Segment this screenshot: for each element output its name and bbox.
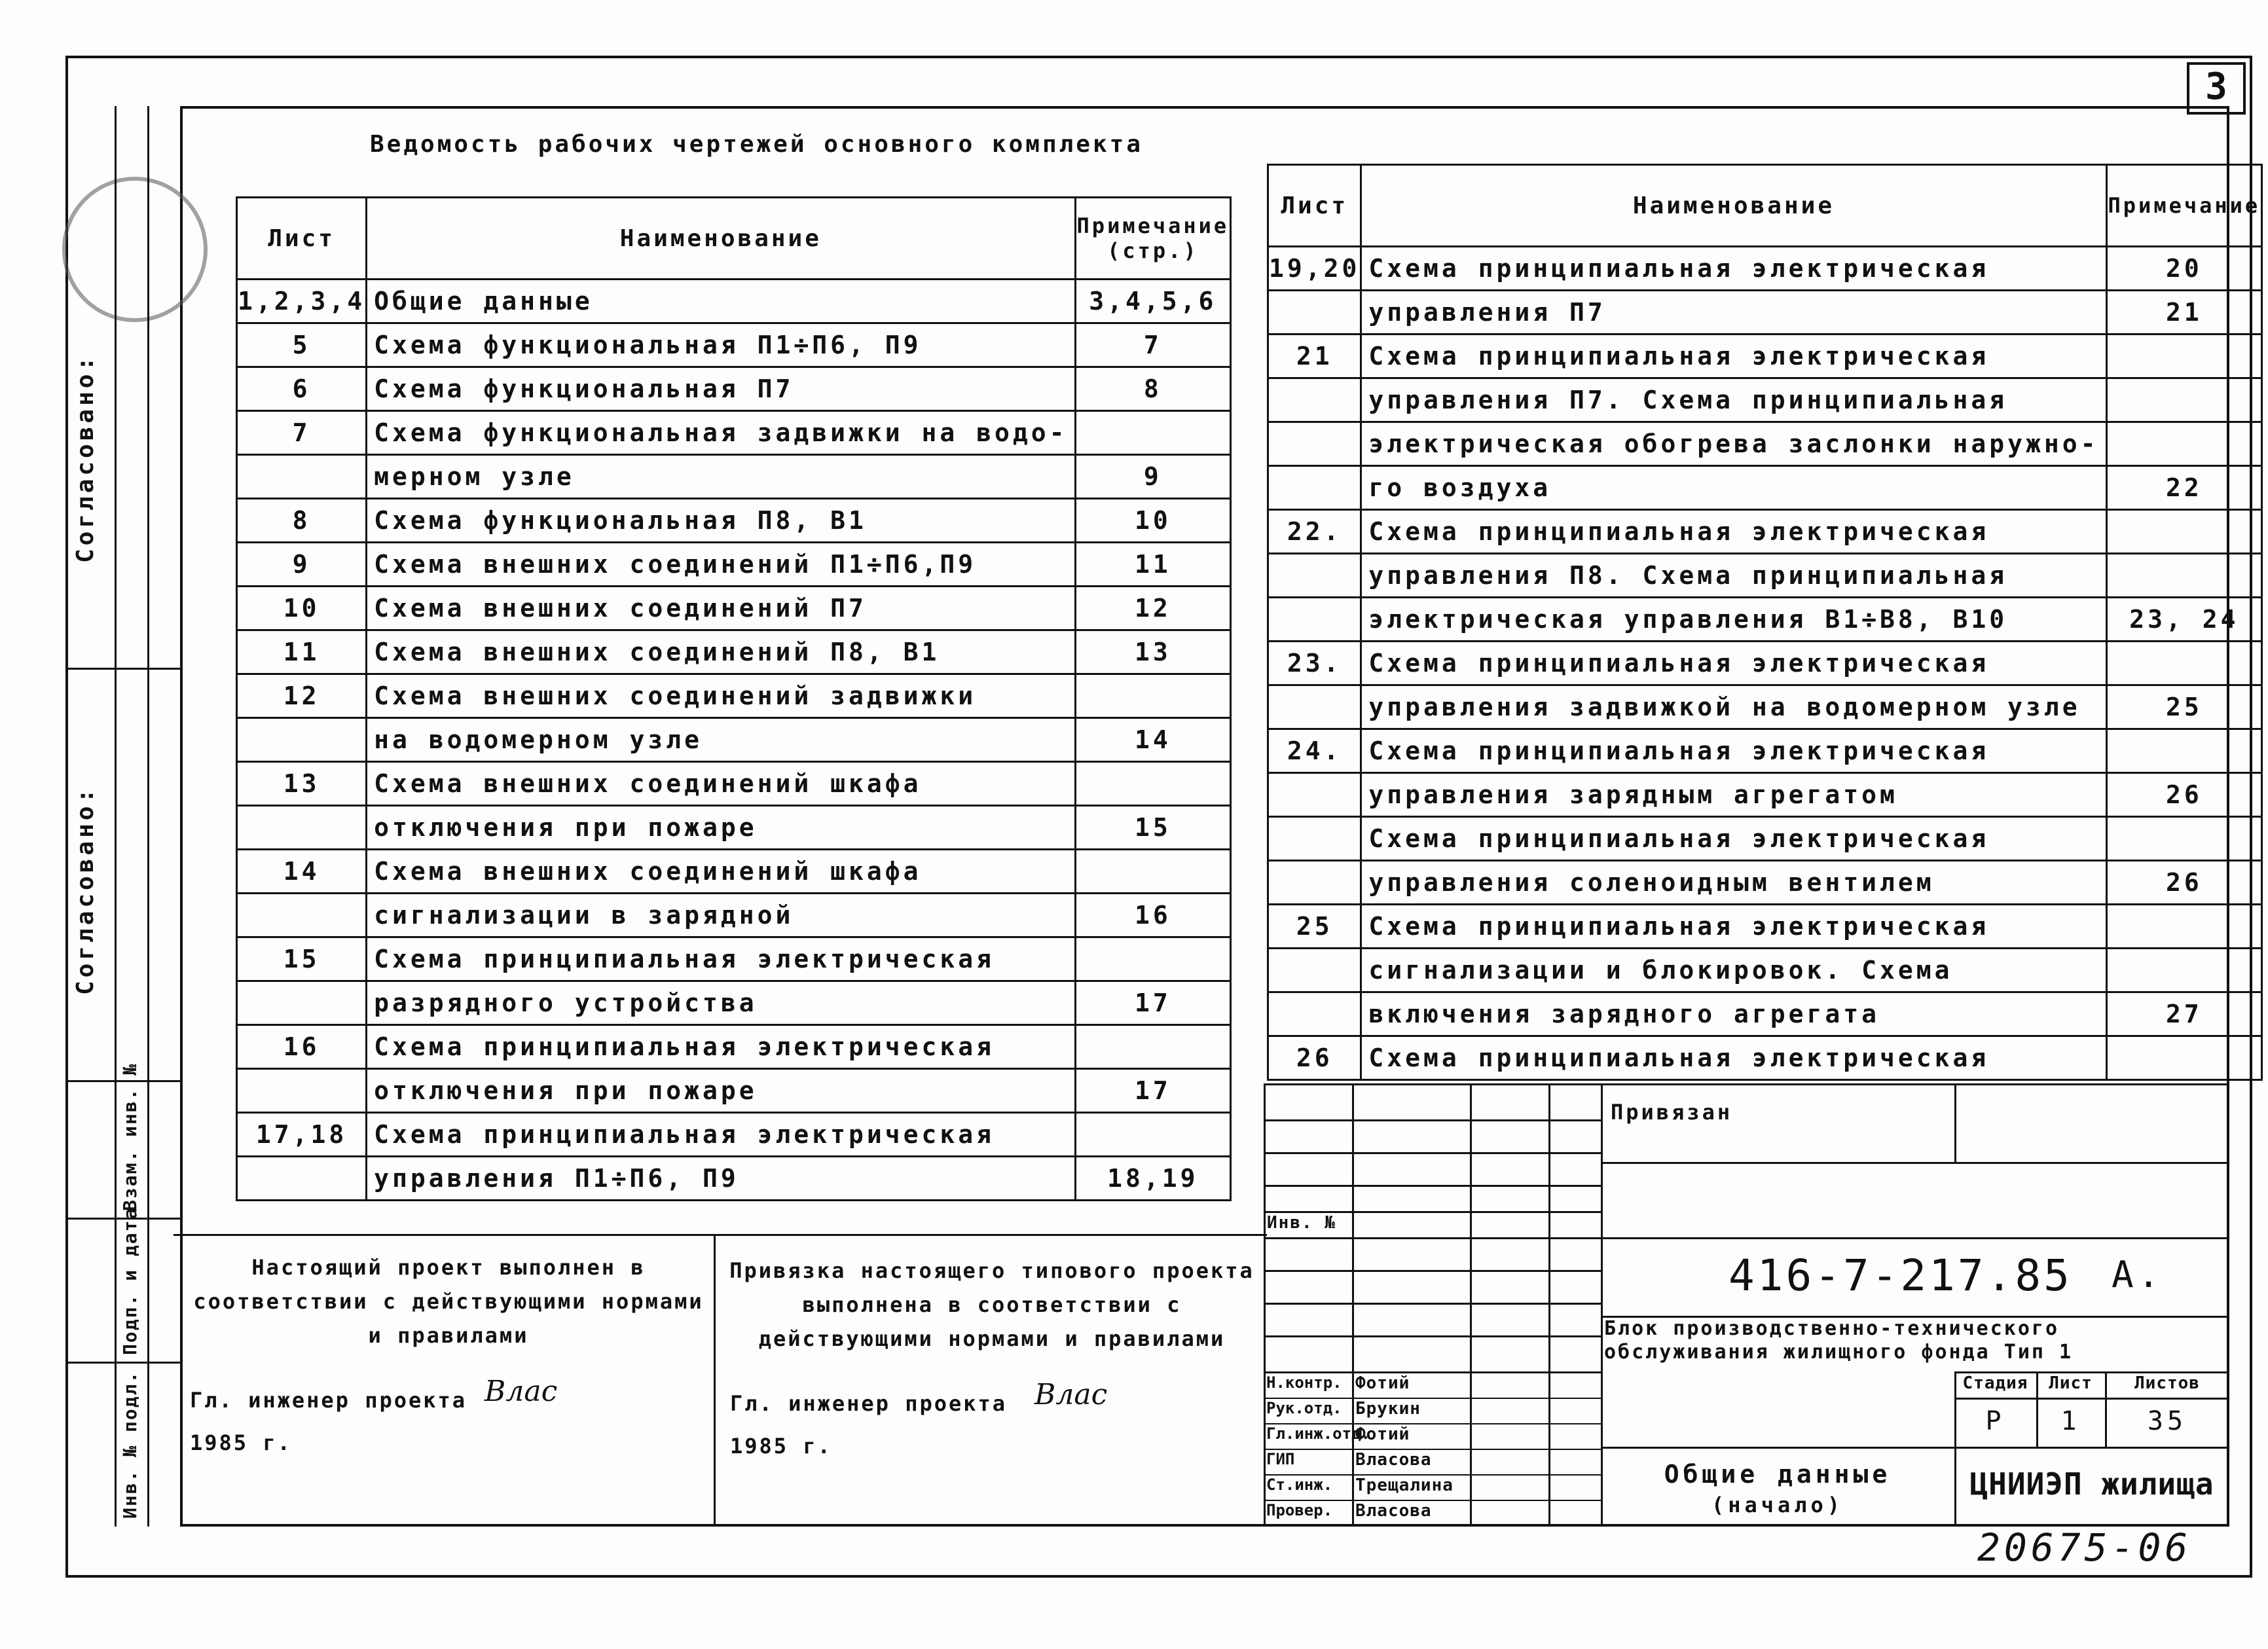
sheet-value: 1 (2060, 1406, 2081, 1436)
row-sheet-cell: 21 (1268, 335, 1361, 378)
tb-line (1954, 1083, 1956, 1162)
row-name-cell: Схема внешних соединений шкафа (367, 762, 1075, 806)
row-name-cell: на водомерном узле (367, 718, 1075, 762)
col-header-note: Примечание (стр.) (1075, 198, 1231, 280)
row-sheet-cell: 1,2,3,4 (237, 280, 367, 323)
tb-line (1954, 1398, 2229, 1400)
row-sheet-cell: 11 (237, 630, 367, 674)
row-note-cell: 7 (1075, 323, 1231, 367)
row-name-cell: отключения при пожаре (367, 806, 1075, 850)
table-row (237, 455, 1231, 499)
role-label: ГИП (1266, 1450, 1295, 1468)
table-row (1268, 773, 2262, 817)
row-name-cell: управления П7. Схема принципиальная (1361, 378, 2106, 422)
organization: ЦНИИЭП жилища (1969, 1466, 2214, 1502)
row-note-cell: 18,19 (1075, 1157, 1231, 1201)
table-row (237, 543, 1231, 587)
table-row (1268, 1036, 2262, 1080)
row-name-cell: управления П1÷П6, П9 (367, 1157, 1075, 1201)
sign-date-label: Подп. и дата (119, 1206, 141, 1355)
row-note-cell (1075, 762, 1231, 806)
signature-right: Влас (1034, 1378, 1108, 1411)
row-name-cell: управления зарядным агрегатом (1361, 773, 2106, 817)
margin-divider (65, 1362, 180, 1364)
row-sheet-cell: 16 (237, 1025, 367, 1069)
row-sheet-cell: 25 (1268, 905, 1361, 949)
role-label: Ст.инж. (1266, 1476, 1333, 1494)
row-note-cell: 13 (1075, 630, 1231, 674)
table-row (1268, 291, 2262, 335)
left-sheet-table (236, 196, 1232, 1201)
row-note-cell: 17 (1075, 981, 1231, 1025)
notes-divider (714, 1234, 716, 1527)
margin-line (147, 106, 149, 1527)
stage-value: Р (1985, 1406, 2005, 1436)
row-name-cell: электрическая управления В1÷В8, В10 (1361, 598, 2106, 642)
project-code: 416-7-217.85 (1728, 1250, 2072, 1301)
row-note-cell: 22 (2106, 466, 2262, 510)
table-row (237, 499, 1231, 543)
sheet-number: 3 (2205, 65, 2227, 108)
album-letter: А. (2112, 1254, 2164, 1296)
row-name-cell: Схема принципиальная электрическая (1361, 510, 2106, 554)
row-name-cell: Схема функциональная П7 (367, 367, 1075, 411)
bound-label: Привязан (1611, 1100, 1733, 1125)
table-row (237, 587, 1231, 630)
table-row (237, 280, 1231, 323)
row-note-cell: 23, 24 (2106, 598, 2262, 642)
role-name: Власова (1355, 1501, 1432, 1521)
table-row (237, 1157, 1231, 1201)
row-sheet-cell (1268, 378, 1361, 422)
table-row (1268, 554, 2262, 598)
sheet-label: Лист (2049, 1373, 2093, 1393)
right-sheet-table (1267, 164, 2263, 1081)
row-name-cell: Схема принципиальная электрическая (1361, 247, 2106, 291)
table-row (1268, 905, 2262, 949)
stage-label: Стадия (1962, 1373, 2028, 1393)
row-note-cell: 8 (1075, 367, 1231, 411)
row-note-cell (1075, 674, 1231, 718)
archive-number: 20675-06 (1977, 1525, 2192, 1570)
row-note-cell: 11 (1075, 543, 1231, 587)
row-note-cell (2106, 554, 2262, 598)
role-name: Брукин (1355, 1399, 1421, 1419)
row-sheet-cell: 6 (237, 367, 367, 411)
row-sheet-cell: 5 (237, 323, 367, 367)
table-header-row (1268, 165, 2262, 247)
tb-line (1601, 1162, 2229, 1164)
row-name-cell: Общие данные (367, 280, 1075, 323)
table-row (1268, 378, 2262, 422)
row-sheet-cell: 15 (237, 937, 367, 981)
table-row (237, 411, 1231, 455)
row-note-cell (2106, 510, 2262, 554)
row-note-cell (1075, 1113, 1231, 1157)
table-row (1268, 247, 2262, 291)
table-row (237, 630, 1231, 674)
row-sheet-cell: 10 (237, 587, 367, 630)
row-sheet-cell (1268, 598, 1361, 642)
chief-engineer-left: Гл. инженер проекта (190, 1388, 467, 1413)
tb-line (1601, 1447, 2229, 1449)
row-note-cell: 26 (2106, 861, 2262, 905)
right-statement: Привязка настоящего типового проекта выполнена в соответствии с действующими нормами и правилами (729, 1258, 1254, 1351)
table-row (1268, 992, 2262, 1036)
role-name: Фотий (1355, 1424, 1410, 1444)
row-name-cell: Схема принципиальная электрическая (1361, 1036, 2106, 1080)
row-note-cell (1075, 937, 1231, 981)
tb-line (1470, 1083, 1472, 1527)
table-row (237, 323, 1231, 367)
row-name-cell: управления задвижкой на водомерном узле (1361, 685, 2106, 729)
row-name-cell: Схема принципиальная электрическая (367, 937, 1075, 981)
project-name: Блок производственно-технического обслуживания жилищного фонда Тип 1 (1604, 1317, 2074, 1364)
row-note-cell (1075, 850, 1231, 894)
row-note-cell (1075, 1025, 1231, 1069)
row-name-cell: сигнализации в зарядной (367, 894, 1075, 937)
row-name-cell: электрическая обогрева заслонки наружно- (1361, 422, 2106, 466)
row-note-cell: 21 (2106, 291, 2262, 335)
row-name-cell: Схема принципиальная электрическая (1361, 335, 2106, 378)
row-name-cell: управления П8. Схема принципиальная (1361, 554, 2106, 598)
row-sheet-cell: 7 (237, 411, 367, 455)
tb-line (1954, 1371, 1956, 1527)
tb-line (1264, 1237, 2229, 1239)
table-row (237, 367, 1231, 411)
row-name-cell: Схема внешних соединений П8, В1 (367, 630, 1075, 674)
row-sheet-cell (1268, 466, 1361, 510)
notes-top-line (174, 1234, 1267, 1236)
tb-line (1264, 1152, 1601, 1154)
row-note-cell: 3,4,5,6 (1075, 280, 1231, 323)
row-note-cell (2106, 905, 2262, 949)
inv-orig-label: Инв. № подл. (119, 1370, 141, 1519)
row-sheet-cell (237, 806, 367, 850)
table-row (1268, 510, 2262, 554)
row-sheet-cell (237, 894, 367, 937)
signature-left: Влас (485, 1375, 558, 1408)
table-row (1268, 949, 2262, 992)
table-row (237, 674, 1231, 718)
row-sheet-cell: 17,18 (237, 1113, 367, 1157)
row-name-cell: Схема внешних соединений задвижки (367, 674, 1075, 718)
table-row (237, 806, 1231, 850)
row-sheet-cell (1268, 861, 1361, 905)
tb-line (1352, 1083, 1354, 1527)
row-name-cell: мерном узле (367, 455, 1075, 499)
row-note-cell: 26 (2106, 773, 2262, 817)
row-note-cell (2106, 335, 2262, 378)
role-label: Провер. (1266, 1501, 1333, 1519)
table-row (1268, 729, 2262, 773)
sheet-title: Общие данные (1664, 1460, 1892, 1489)
left-table-title: Ведомость рабочих чертежей основного комплекта (370, 131, 1143, 158)
row-sheet-cell (237, 981, 367, 1025)
row-note-cell: 20 (2106, 247, 2262, 291)
row-sheet-cell (1268, 554, 1361, 598)
col-header-name: Наименование (367, 198, 1075, 280)
year-right: 1985 г. (730, 1434, 832, 1459)
row-sheet-cell (1268, 291, 1361, 335)
table-row (237, 718, 1231, 762)
table-row (237, 1025, 1231, 1069)
row-sheet-cell (1268, 685, 1361, 729)
inv-replace-label: Взам. инв. № (119, 1062, 141, 1211)
role-line (1264, 1525, 1601, 1527)
tb-line (1264, 1119, 1601, 1121)
role-label: Гл.инж.отд. (1266, 1424, 1370, 1443)
table-row (237, 1069, 1231, 1113)
approval-stamp (62, 177, 208, 322)
row-name-cell: Схема принципиальная электрическая (367, 1025, 1075, 1069)
col-header-sheet: Лист (1268, 165, 1361, 247)
sheet-subtitle: (начало) (1711, 1493, 1844, 1517)
tb-line (1264, 1083, 1266, 1527)
role-name: Фотий (1355, 1373, 1410, 1393)
table-row (1268, 861, 2262, 905)
col-header-name: Наименование (1361, 165, 2106, 247)
row-name-cell: управления соленоидным вентилем (1361, 861, 2106, 905)
row-sheet-cell (1268, 773, 1361, 817)
row-sheet-cell (237, 718, 367, 762)
row-name-cell: го воздуха (1361, 466, 2106, 510)
inv-no-label: Инв. № (1267, 1213, 1336, 1233)
row-sheet-cell (1268, 949, 1361, 992)
margin-line (115, 106, 117, 1527)
chief-engineer-right: Гл. инженер проекта (730, 1391, 1008, 1416)
col-header-note: Примечание (2106, 165, 2262, 247)
row-sheet-cell (1268, 817, 1361, 861)
row-note-cell: 9 (1075, 455, 1231, 499)
tb-line (1264, 1083, 2229, 1085)
table-row (237, 937, 1231, 981)
table-row (237, 894, 1231, 937)
row-name-cell: Схема принципиальная электрическая (1361, 729, 2106, 773)
row-note-cell: 15 (1075, 806, 1231, 850)
row-name-cell: Схема внешних соединений П7 (367, 587, 1075, 630)
row-sheet-cell: 26 (1268, 1036, 1361, 1080)
tb-line (1264, 1185, 1601, 1187)
table-row (1268, 642, 2262, 685)
row-name-cell: Схема принципиальная электрическая (1361, 817, 2106, 861)
row-note-cell (2106, 949, 2262, 992)
row-sheet-cell (237, 1069, 367, 1113)
table-row (237, 850, 1231, 894)
row-name-cell: Схема внешних соединений П1÷П6,П9 (367, 543, 1075, 587)
row-name-cell: Схема принципиальная электрическая (1361, 905, 2106, 949)
row-note-cell: 25 (2106, 685, 2262, 729)
row-sheet-cell: 19,20 (1268, 247, 1361, 291)
row-name-cell: Схема принципиальная электрическая (367, 1113, 1075, 1157)
row-note-cell: 10 (1075, 499, 1231, 543)
row-sheet-cell: 9 (237, 543, 367, 587)
row-note-cell: 16 (1075, 894, 1231, 937)
row-name-cell: отключения при пожаре (367, 1069, 1075, 1113)
row-note-cell (2106, 378, 2262, 422)
row-note-cell (2106, 817, 2262, 861)
row-note-cell (2106, 642, 2262, 685)
row-sheet-cell (1268, 422, 1361, 466)
row-note-cell: 17 (1075, 1069, 1231, 1113)
tb-line (1264, 1303, 1601, 1305)
row-name-cell: разрядного устройства (367, 981, 1075, 1025)
row-name-cell: сигнализации и блокировок. Схема (1361, 949, 2106, 992)
row-note-cell (2106, 1036, 2262, 1080)
row-note-cell: 27 (2106, 992, 2262, 1036)
tb-line (1548, 1083, 1550, 1527)
agreed-label-1: Согласовано: (72, 353, 99, 563)
sheets-label: Листов (2134, 1373, 2200, 1393)
row-sheet-cell: 12 (237, 674, 367, 718)
row-name-cell: Схема функциональная П1÷П6, П9 (367, 323, 1075, 367)
tb-line (1264, 1270, 1601, 1272)
row-name-cell: Схема функциональная задвижки на водо- (367, 411, 1075, 455)
row-note-cell (1075, 411, 1231, 455)
year-left: 1985 г. (190, 1430, 292, 1455)
left-statement: Настоящий проект выполнен в соответствии с действующими нормами и правилами (193, 1255, 704, 1348)
table-header-row (237, 198, 1231, 280)
row-name-cell: Схема внешних соединений шкафа (367, 850, 1075, 894)
table-row (237, 981, 1231, 1025)
table-row (1268, 422, 2262, 466)
table-row (1268, 817, 2262, 861)
row-name-cell: Схема принципиальная электрическая (1361, 642, 2106, 685)
row-name-cell: управления П7 (1361, 291, 2106, 335)
table-row (1268, 598, 2262, 642)
role-label: Н.контр. (1266, 1373, 1342, 1392)
row-note-cell: 12 (1075, 587, 1231, 630)
table-row (1268, 685, 2262, 729)
row-sheet-cell: 24. (1268, 729, 1361, 773)
table-row (237, 762, 1231, 806)
row-sheet-cell: 14 (237, 850, 367, 894)
row-note-cell: 14 (1075, 718, 1231, 762)
row-note-cell (2106, 729, 2262, 773)
row-sheet-cell (1268, 992, 1361, 1036)
row-name-cell: включения зарядного агрегата (1361, 992, 2106, 1036)
row-sheet-cell: 22. (1268, 510, 1361, 554)
agreed-label-2: Согласовано: (72, 785, 99, 995)
row-sheet-cell (237, 455, 367, 499)
row-sheet-cell: 13 (237, 762, 367, 806)
sheets-value: 35 (2147, 1406, 2187, 1436)
role-name: Трещалина (1355, 1476, 1454, 1495)
row-sheet-cell: 8 (237, 499, 367, 543)
table-row (237, 1113, 1231, 1157)
col-header-sheet: Лист (237, 198, 367, 280)
role-label: Рук.отд. (1266, 1399, 1342, 1417)
row-name-cell: Схема функциональная П8, В1 (367, 499, 1075, 543)
table-row (1268, 466, 2262, 510)
margin-divider (65, 668, 180, 670)
row-sheet-cell (237, 1157, 367, 1201)
row-sheet-cell: 23. (1268, 642, 1361, 685)
row-note-cell (2106, 422, 2262, 466)
role-name: Власова (1355, 1450, 1432, 1470)
role-line (1264, 1449, 1601, 1450)
table-row (1268, 335, 2262, 378)
tb-line (1264, 1335, 1601, 1337)
